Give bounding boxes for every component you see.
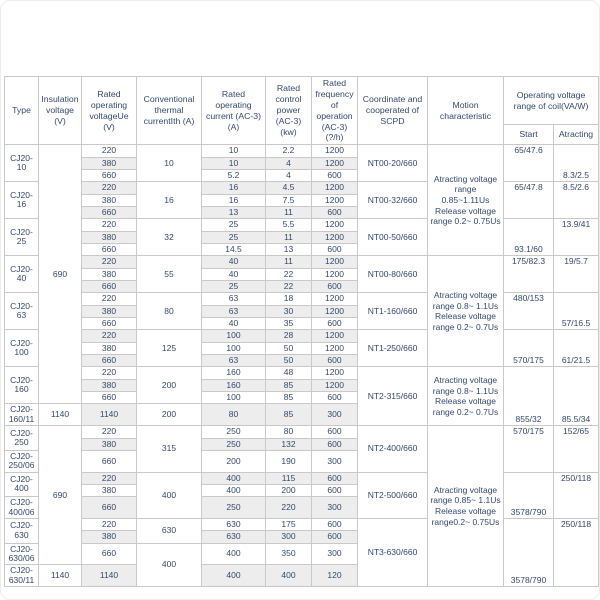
cell-coil-atracting: 8.5/2.6 bbox=[554, 182, 599, 219]
cell-voltage: 660 bbox=[82, 244, 137, 256]
cell-voltage: 220 bbox=[82, 518, 137, 530]
cell-voltage: 380 bbox=[82, 305, 137, 317]
cell-frequency: 1200 bbox=[312, 256, 358, 268]
cell-power: 132 bbox=[266, 438, 312, 450]
cell-current: 5.2 bbox=[202, 169, 266, 181]
cell-voltage: 660 bbox=[82, 318, 137, 330]
cell-current: 25 bbox=[202, 281, 266, 293]
cell-power: 4 bbox=[266, 169, 312, 181]
cell-power: 35 bbox=[266, 318, 312, 330]
cell-coil-atracting: 250/118 bbox=[554, 518, 599, 586]
cell-voltage: 660 bbox=[82, 169, 137, 181]
cell-power: 28 bbox=[266, 330, 312, 342]
cell-insulation: 690 bbox=[39, 426, 82, 565]
cell-current: 400 bbox=[202, 472, 266, 484]
cell-voltage: 220 bbox=[82, 330, 137, 342]
cell-frequency: 600 bbox=[312, 318, 358, 330]
cell-current: 10 bbox=[202, 145, 266, 157]
cell-coil-atracting: 85.5/34 bbox=[554, 367, 599, 426]
cell-voltage: 660 bbox=[82, 355, 137, 367]
cell-power: 350 bbox=[266, 543, 312, 565]
cell-type: CJ20-63 bbox=[5, 293, 39, 330]
cell-coil-atracting: 57/16.5 bbox=[554, 293, 599, 330]
cell-frequency: 1200 bbox=[312, 268, 358, 280]
cell-current: 100 bbox=[202, 330, 266, 342]
cell-frequency: 1200 bbox=[312, 194, 358, 206]
cell-power: 4 bbox=[266, 157, 312, 169]
cell-current: 160 bbox=[202, 379, 266, 391]
cell-current: 100 bbox=[202, 342, 266, 354]
cell-frequency: 1200 bbox=[312, 342, 358, 354]
col-header-coil-atracting: Atracting bbox=[554, 125, 599, 145]
cell-type: CJ20-160 bbox=[5, 367, 39, 404]
cell-power: 115 bbox=[266, 472, 312, 484]
cell-voltage: 660 bbox=[82, 281, 137, 293]
motion-atracting-text: Atracting voltage range 0.8~ 1.1Us bbox=[432, 290, 499, 311]
col-header-current: Rated operating current (AC-3) (A) bbox=[202, 77, 266, 145]
cell-coil-start: 570/175 bbox=[504, 330, 554, 367]
cell-thermal: 200 bbox=[137, 367, 202, 404]
cell-voltage: 220 bbox=[82, 182, 137, 194]
cell-coil-atracting: 13.9/41 bbox=[554, 219, 599, 256]
cell-voltage: 220 bbox=[82, 472, 137, 484]
cell-frequency: 120 bbox=[312, 565, 358, 587]
cell-power: 85 bbox=[266, 404, 312, 426]
motion-release-text: Release voltage range 0.2~ 0.7Us bbox=[432, 311, 499, 333]
cell-thermal: 10 bbox=[137, 145, 202, 182]
cell-current: 100 bbox=[202, 392, 266, 404]
cell-insulation: 1140 bbox=[39, 565, 82, 587]
cell-voltage: 220 bbox=[82, 145, 137, 157]
cell-current: 16 bbox=[202, 194, 266, 206]
cell-scpd: NT1-160/660 bbox=[358, 293, 428, 330]
cell-type: CJ20-250/06 bbox=[5, 450, 39, 472]
cell-coil-start: 3578/790 bbox=[504, 518, 554, 586]
cell-frequency: 600 bbox=[312, 472, 358, 484]
cell-scpd: NT2-315/660 bbox=[358, 367, 428, 426]
cell-voltage: 380 bbox=[82, 438, 137, 450]
cell-frequency: 1200 bbox=[312, 330, 358, 342]
cell-current: 630 bbox=[202, 531, 266, 543]
cell-coil-atracting: 8.3/2.5 bbox=[554, 145, 599, 182]
cell-type: CJ20-40 bbox=[5, 256, 39, 293]
cell-frequency: 600 bbox=[312, 244, 358, 256]
cell-current: 25 bbox=[202, 219, 266, 231]
cell-current: 400 bbox=[202, 543, 266, 565]
col-header-frequency: Rated frequency of operation (AC-3)(?/h) bbox=[312, 77, 358, 145]
cell-current: 40 bbox=[202, 268, 266, 280]
cell-thermal: 200 bbox=[137, 404, 202, 426]
cell-power: 11 bbox=[266, 256, 312, 268]
cell-frequency: 1200 bbox=[312, 231, 358, 243]
col-header-type: Type bbox=[5, 77, 39, 145]
cell-power: 4.5 bbox=[266, 182, 312, 194]
cell-thermal: 125 bbox=[137, 330, 202, 367]
cell-power: 400 bbox=[266, 565, 312, 587]
cell-voltage: 220 bbox=[82, 219, 137, 231]
cell-type: CJ20-630 bbox=[5, 518, 39, 543]
cell-thermal: 400 bbox=[137, 472, 202, 518]
cell-current: 63 bbox=[202, 293, 266, 305]
cell-type: CJ20-100 bbox=[5, 330, 39, 367]
cell-frequency: 600 bbox=[312, 484, 358, 496]
cell-voltage: 660 bbox=[82, 206, 137, 218]
cell-motion bbox=[428, 145, 504, 256]
cell-current: 40 bbox=[202, 318, 266, 330]
cell-type: CJ20-10 bbox=[5, 145, 39, 182]
cell-power: 220 bbox=[266, 497, 312, 519]
cell-voltage: 380 bbox=[82, 157, 137, 169]
cell-voltage: 380 bbox=[82, 268, 137, 280]
cell-current: 400 bbox=[202, 484, 266, 496]
motion-release-text: Release voltage range0.2~ 0.75Us bbox=[431, 506, 500, 527]
cell-type: CJ20-400/06 bbox=[5, 497, 39, 519]
cell-scpd: NT00-20/660 bbox=[358, 145, 428, 182]
cell-frequency: 300 bbox=[312, 497, 358, 519]
col-header-voltage: Rated operating voltageUe (V) bbox=[82, 77, 137, 145]
cell-frequency: 600 bbox=[312, 169, 358, 181]
cell-frequency: 300 bbox=[312, 404, 358, 426]
cell-power: 22 bbox=[266, 268, 312, 280]
cell-frequency: 600 bbox=[312, 206, 358, 218]
cell-power: 200 bbox=[266, 484, 312, 496]
cell-frequency: 600 bbox=[312, 531, 358, 543]
cell-coil-start: 93.1/60 bbox=[504, 219, 554, 256]
cell-power: 30 bbox=[266, 305, 312, 317]
cell-motion bbox=[428, 426, 504, 587]
cell-coil-atracting: 19/5.7 bbox=[554, 256, 599, 293]
col-header-motion: Motion characteristic bbox=[428, 77, 504, 145]
cell-frequency: 1200 bbox=[312, 305, 358, 317]
cell-voltage: 220 bbox=[82, 367, 137, 379]
cell-coil-start: 570/175 bbox=[504, 426, 554, 472]
cell-type: CJ20-400 bbox=[5, 472, 39, 497]
motion-atracting-text: Atracting voltage range 0.85~ 1.1Us bbox=[430, 484, 501, 506]
cell-thermal: 32 bbox=[137, 219, 202, 256]
cell-thermal: 55 bbox=[137, 256, 202, 293]
cell-power: 175 bbox=[266, 518, 312, 530]
cell-thermal: 16 bbox=[137, 182, 202, 219]
cell-power: 190 bbox=[266, 450, 312, 472]
cell-frequency: 1200 bbox=[312, 367, 358, 379]
cell-coil-start: 65/47.8 bbox=[504, 182, 554, 219]
cell-voltage: 1140 bbox=[82, 404, 137, 426]
cell-power: 50 bbox=[266, 355, 312, 367]
cell-type: CJ20-160/11 bbox=[5, 404, 39, 426]
cell-voltage: 380 bbox=[82, 531, 137, 543]
cell-power: 80 bbox=[266, 426, 312, 438]
cell-power: 85 bbox=[266, 379, 312, 391]
col-header-thermal: Conventional thermal currentIth (A) bbox=[137, 77, 202, 145]
cell-current: 250 bbox=[202, 497, 266, 519]
cell-coil-atracting: 61/21.5 bbox=[554, 330, 599, 367]
cell-power: 13 bbox=[266, 244, 312, 256]
cell-voltage: 380 bbox=[82, 379, 137, 391]
cell-motion bbox=[428, 256, 504, 367]
cell-thermal: 400 bbox=[137, 543, 202, 586]
cell-current: 14.5 bbox=[202, 244, 266, 256]
cell-current: 40 bbox=[202, 256, 266, 268]
cell-power: 48 bbox=[266, 367, 312, 379]
motion-atracting-text: Atracting voltage range 0.8~ 1.1Us bbox=[432, 375, 499, 396]
cell-current: 63 bbox=[202, 355, 266, 367]
cell-power: 7.5 bbox=[266, 194, 312, 206]
cell-voltage: 660 bbox=[82, 543, 137, 565]
cell-current: 16 bbox=[202, 182, 266, 194]
cell-voltage: 660 bbox=[82, 392, 137, 404]
cell-coil-start: 855/32 bbox=[504, 367, 554, 426]
col-header-insulation: Insulation voltage (V) bbox=[39, 77, 82, 145]
motion-release-text: Release voltage range 0.2~ 0.7Us bbox=[432, 396, 499, 417]
cell-current: 160 bbox=[202, 367, 266, 379]
cell-frequency: 600 bbox=[312, 392, 358, 404]
cell-voltage: 380 bbox=[82, 231, 137, 243]
cell-power: 11 bbox=[266, 231, 312, 243]
cell-power: 5.5 bbox=[266, 219, 312, 231]
cell-thermal: 80 bbox=[137, 293, 202, 330]
cell-coil-start: 480/153 bbox=[504, 293, 554, 330]
cell-current: 250 bbox=[202, 426, 266, 438]
cell-frequency: 300 bbox=[312, 450, 358, 472]
cell-coil-start: 3578/790 bbox=[504, 472, 554, 518]
cell-current: 400 bbox=[202, 565, 266, 587]
motion-release-text: Release voltage range 0.2~ 0.75Us bbox=[430, 205, 501, 227]
cell-motion bbox=[428, 367, 504, 426]
cell-type: CJ20-25 bbox=[5, 219, 39, 256]
cell-scpd: NT00-50/660 bbox=[358, 219, 428, 256]
cell-frequency: 1200 bbox=[312, 157, 358, 169]
col-header-scpd: Coordinate and cooperated of SCPD bbox=[358, 77, 428, 145]
cell-frequency: 1200 bbox=[312, 182, 358, 194]
cell-power: 85 bbox=[266, 392, 312, 404]
cell-power: 11 bbox=[266, 206, 312, 218]
cell-current: 80 bbox=[202, 404, 266, 426]
motion-atracting-text: Atracting voltage range 0.85~1.11Us bbox=[433, 173, 498, 205]
cell-frequency: 600 bbox=[312, 355, 358, 367]
cell-frequency: 300 bbox=[312, 543, 358, 565]
cell-voltage: 220 bbox=[82, 293, 137, 305]
cell-scpd: NT00-80/660 bbox=[358, 256, 428, 293]
cell-scpd: NT3-630/660 bbox=[358, 518, 428, 586]
cell-voltage: 660 bbox=[82, 497, 137, 519]
spec-table bbox=[4, 76, 599, 587]
cell-current: 63 bbox=[202, 305, 266, 317]
cell-scpd: NT2-500/660 bbox=[358, 472, 428, 518]
cell-current: 13 bbox=[202, 206, 266, 218]
cell-power: 22 bbox=[266, 281, 312, 293]
cell-current: 10 bbox=[202, 157, 266, 169]
cell-voltage: 660 bbox=[82, 450, 137, 472]
cell-insulation: 690 bbox=[39, 145, 82, 404]
cell-frequency: 600 bbox=[312, 281, 358, 293]
cell-insulation: 1140 bbox=[39, 404, 82, 426]
cell-frequency: 1200 bbox=[312, 379, 358, 391]
cell-frequency: 600 bbox=[312, 438, 358, 450]
cell-type: CJ20-630/11 bbox=[5, 565, 39, 587]
cell-coil-start: 175/82.3 bbox=[504, 256, 554, 293]
cell-thermal: 315 bbox=[137, 426, 202, 472]
cell-frequency: 1200 bbox=[312, 219, 358, 231]
cell-voltage: 380 bbox=[82, 484, 137, 496]
cell-current: 200 bbox=[202, 450, 266, 472]
cell-power: 50 bbox=[266, 342, 312, 354]
cell-current: 25 bbox=[202, 231, 266, 243]
cell-voltage: 220 bbox=[82, 426, 137, 438]
cell-current: 630 bbox=[202, 518, 266, 530]
cell-coil-atracting: 250/118 bbox=[554, 472, 599, 518]
col-header-power: Rated control power (AC-3) (kw) bbox=[266, 77, 312, 145]
cell-current: 250 bbox=[202, 438, 266, 450]
cell-voltage: 380 bbox=[82, 342, 137, 354]
cell-power: 2.2 bbox=[266, 145, 312, 157]
cell-coil-atracting: 152/65 bbox=[554, 426, 599, 472]
cell-scpd: NT1-250/660 bbox=[358, 330, 428, 367]
cell-frequency: 1200 bbox=[312, 293, 358, 305]
cell-scpd: NT2-400/660 bbox=[358, 426, 428, 472]
cell-type: CJ20-16 bbox=[5, 182, 39, 219]
cell-voltage: 1140 bbox=[82, 565, 137, 587]
cell-frequency: 600 bbox=[312, 518, 358, 530]
cell-power: 300 bbox=[266, 531, 312, 543]
cell-voltage: 380 bbox=[82, 194, 137, 206]
cell-type: CJ20-630/06 bbox=[5, 543, 39, 565]
cell-coil-start: 65/47.6 bbox=[504, 145, 554, 182]
cell-frequency: 1200 bbox=[312, 145, 358, 157]
cell-voltage: 220 bbox=[82, 256, 137, 268]
cell-thermal: 630 bbox=[137, 518, 202, 543]
cell-frequency: 600 bbox=[312, 426, 358, 438]
col-header-coil: Operating voltage range of coil(VA/W) bbox=[504, 77, 599, 125]
cell-scpd: NT00-32/660 bbox=[358, 182, 428, 219]
cell-power: 18 bbox=[266, 293, 312, 305]
cell-type: CJ20-250 bbox=[5, 426, 39, 451]
col-header-coil-start: Start bbox=[504, 125, 554, 145]
